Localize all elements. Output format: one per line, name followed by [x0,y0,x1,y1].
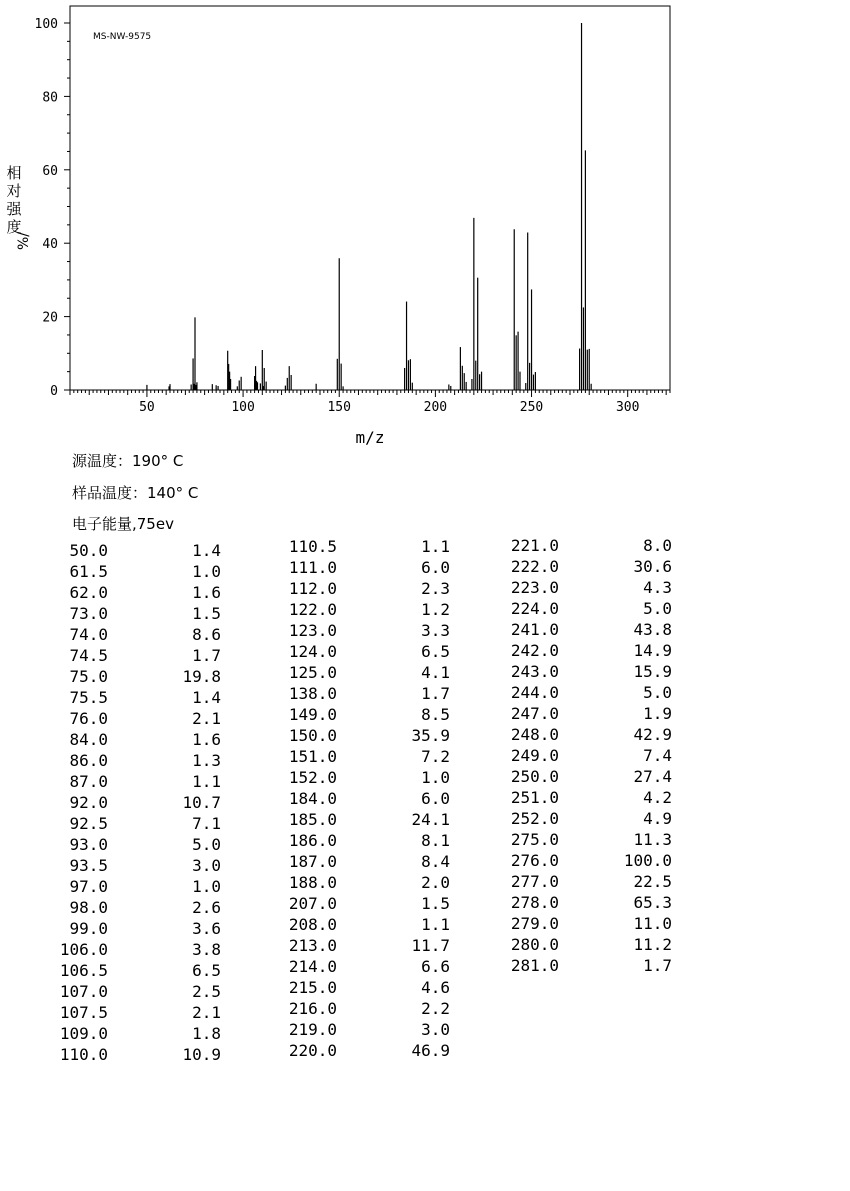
peak-mz: 150.0 [288,726,337,745]
peak-mz: 208.0 [288,915,337,934]
electron-energy: 电子能量,75ev [72,515,174,533]
x-axis [70,390,670,415]
peak-mz: 112.0 [288,579,337,598]
peak-mz: 224.0 [510,599,559,618]
peak-mz: 107.5 [59,1003,108,1022]
y-axis-label-char: 强 [6,200,22,218]
peak-abundance: 4.3 [643,578,672,597]
peak-mz: 275.0 [510,830,559,849]
peak-abundance: 46.9 [411,1041,450,1060]
peak-mz: 247.0 [510,704,559,723]
peak-abundance: 1.9 [643,704,672,723]
peak-mz: 122.0 [288,600,337,619]
peak-abundance: 65.3 [633,893,672,912]
peak-mz: 248.0 [510,725,559,744]
peak-abundance: 10.9 [182,1045,221,1064]
peak-mz: 62.0 [69,583,108,602]
peak-mz: 215.0 [288,978,337,997]
peak-abundance: 4.6 [421,978,450,997]
peak-mz: 243.0 [510,662,559,681]
peak-abundance: 3.6 [192,919,221,938]
peak-mz: 277.0 [510,872,559,891]
peak-abundance: 5.0 [192,835,221,854]
x-tick-label: 150 [327,400,351,415]
peak-abundance: 4.9 [643,809,672,828]
peak-mz: 73.0 [69,604,108,623]
peak-abundance: 1.4 [192,541,221,560]
y-axis-label-unit: %/ [16,231,32,250]
peak-mz: 216.0 [288,999,337,1018]
peak-abundance: 1.8 [192,1024,221,1043]
peak-abundance: 6.0 [421,789,450,808]
peak-mz: 223.0 [510,578,559,597]
peak-mz: 93.5 [69,856,108,875]
peak-abundance: 1.7 [192,646,221,665]
peak-mz: 87.0 [69,772,108,791]
peak-abundance: 1.1 [192,772,221,791]
peak-abundance: 1.1 [421,537,450,556]
y-tick-label: 40 [42,237,58,253]
peak-abundance: 6.0 [421,558,450,577]
peak-mz: 110.5 [288,537,337,556]
peak-mz: 186.0 [288,831,337,850]
peak-mz: 279.0 [510,914,559,933]
peak-mz: 278.0 [510,893,559,912]
peak-abundance: 1.3 [192,751,221,770]
peak-abundance: 35.9 [411,726,450,745]
peak-mz: 123.0 [288,621,337,640]
peak-mz: 252.0 [510,809,559,828]
peak-mz: 241.0 [510,620,559,639]
peak-abundance: 11.2 [633,935,672,954]
peak-mz: 99.0 [69,919,108,938]
peak-mz: 280.0 [510,935,559,954]
peak-mz: 74.5 [69,646,108,665]
peak-mz: 149.0 [288,705,337,724]
peak-mz: 75.0 [69,667,108,686]
peak-abundance: 8.6 [192,625,221,644]
peak-mz: 151.0 [288,747,337,766]
peak-mz: 75.5 [69,688,108,707]
y-tick-label: 80 [42,90,58,106]
peak-mz: 184.0 [288,789,337,808]
peak-abundance: 8.0 [643,536,672,555]
peak-mz: 76.0 [69,709,108,728]
peak-mz: 138.0 [288,684,337,703]
x-axis-label: m/z [355,428,385,447]
y-axis-label-char: 对 [6,182,22,200]
peak-mz: 219.0 [288,1020,337,1039]
peak-abundance: 27.4 [633,767,672,786]
peak-mz: 250.0 [510,767,559,786]
peak-mz: 86.0 [69,751,108,770]
peak-mz: 222.0 [510,557,559,576]
peak-abundance: 1.2 [421,600,450,619]
peak-abundance: 11.0 [633,914,672,933]
peak-mz: 188.0 [288,873,337,892]
peak-mz: 207.0 [288,894,337,913]
peak-abundance: 2.6 [192,898,221,917]
peak-mz: 276.0 [510,851,559,870]
peak-abundance: 6.6 [421,957,450,976]
y-axis-label [6,164,32,250]
peak-abundance: 2.1 [192,709,221,728]
peak-abundance: 1.5 [192,604,221,623]
peak-mz: 125.0 [288,663,337,682]
peak-abundance: 3.8 [192,940,221,959]
peak-abundance: 10.7 [182,793,221,812]
peak-mz: 214.0 [288,957,337,976]
peak-abundance: 8.5 [421,705,450,724]
peak-abundance: 4.1 [421,663,450,682]
peak-abundance: 22.5 [633,872,672,891]
chart-annotation: MS-NW-9575 [93,32,152,42]
peak-abundance: 4.2 [643,788,672,807]
x-tick-label: 200 [423,400,448,415]
peak-abundance: 6.5 [421,642,450,661]
peak-mz: 93.0 [69,835,108,854]
y-tick-label: 60 [42,163,58,179]
peak-abundance: 1.5 [421,894,450,913]
peak-abundance: 15.9 [633,662,672,681]
y-axis-label-char: 度 [6,218,22,236]
peak-abundance: 1.1 [421,915,450,934]
peak-mz: 106.0 [59,940,108,959]
peak-abundance: 43.8 [633,620,672,639]
peak-mz: 97.0 [69,877,108,896]
peak-abundance: 6.5 [192,961,221,980]
peak-mz: 74.0 [69,625,108,644]
peak-mz: 109.0 [59,1024,108,1043]
peak-abundance: 2.2 [421,999,450,1018]
y-tick-label: 0 [50,384,58,399]
peak-abundance: 11.7 [411,936,450,955]
peak-mz: 61.5 [69,562,108,581]
peak-abundance: 1.6 [192,730,221,749]
peak-mz: 84.0 [69,730,108,749]
peak-mz: 187.0 [288,852,337,871]
peak-mz: 281.0 [510,956,559,975]
mass-spectrum-chart [0,0,850,450]
peak-abundance: 7.1 [192,814,221,833]
y-axis [35,17,70,399]
peak-abundance: 3.0 [421,1020,450,1039]
peak-abundance: 1.0 [192,877,221,896]
source-temperature: 源温度：190° C [72,452,184,470]
peak-mz: 106.5 [59,961,108,980]
peak-abundance: 2.1 [192,1003,221,1022]
peak-abundance: 1.7 [421,684,450,703]
peak-mz: 221.0 [510,536,559,555]
peak-mz: 92.5 [69,814,108,833]
peak-mz: 249.0 [510,746,559,765]
peak-abundance: 19.8 [182,667,221,686]
sample-temperature: 样品温度：140° C [72,484,199,502]
peak-abundance: 24.1 [411,810,450,829]
peak-abundance: 3.0 [192,856,221,875]
plot-frame [70,6,670,390]
peak-abundance: 2.5 [192,982,221,1001]
y-tick-label: 100 [34,17,58,32]
peak-mz: 185.0 [288,810,337,829]
x-tick-label: 100 [231,400,255,415]
peak-abundance: 8.4 [421,852,450,871]
peak-mz: 124.0 [288,642,337,661]
peak-mz: 242.0 [510,641,559,660]
y-axis-label-char: 相 [6,164,22,182]
peak-abundance: 7.4 [643,746,672,765]
peak-mz: 213.0 [288,936,337,955]
peak-abundance: 7.2 [421,747,450,766]
x-tick-label: 250 [519,400,544,415]
peak-abundance: 2.3 [421,579,450,598]
peak-mz: 152.0 [288,768,337,787]
peak-mz: 50.0 [69,541,108,560]
peak-abundance: 1.6 [192,583,221,602]
peak-abundance: 14.9 [633,641,672,660]
peak-mz: 111.0 [288,558,337,577]
peak-abundance: 30.6 [633,557,672,576]
peak-abundance: 100.0 [623,851,672,870]
peak-abundance: 42.9 [633,725,672,744]
spectrum-peaks [147,23,591,390]
x-tick-label: 300 [615,400,640,415]
peak-abundance: 8.1 [421,831,450,850]
peak-mz: 92.0 [69,793,108,812]
peak-abundance: 1.0 [192,562,221,581]
y-tick-label: 20 [42,310,58,326]
peak-abundance: 5.0 [643,683,672,702]
peak-mz: 244.0 [510,683,559,702]
peak-mz: 110.0 [59,1045,108,1064]
x-tick-label: 50 [139,400,155,415]
peak-abundance: 5.0 [643,599,672,618]
peak-mz: 220.0 [288,1041,337,1060]
peak-abundance: 1.0 [421,768,450,787]
peak-abundance: 1.7 [643,956,672,975]
peak-abundance: 1.4 [192,688,221,707]
peak-mz: 107.0 [59,982,108,1001]
peak-abundance: 3.3 [421,621,450,640]
peak-mz: 98.0 [69,898,108,917]
peak-abundance: 11.3 [633,830,672,849]
peak-abundance: 2.0 [421,873,450,892]
peak-mz: 251.0 [510,788,559,807]
